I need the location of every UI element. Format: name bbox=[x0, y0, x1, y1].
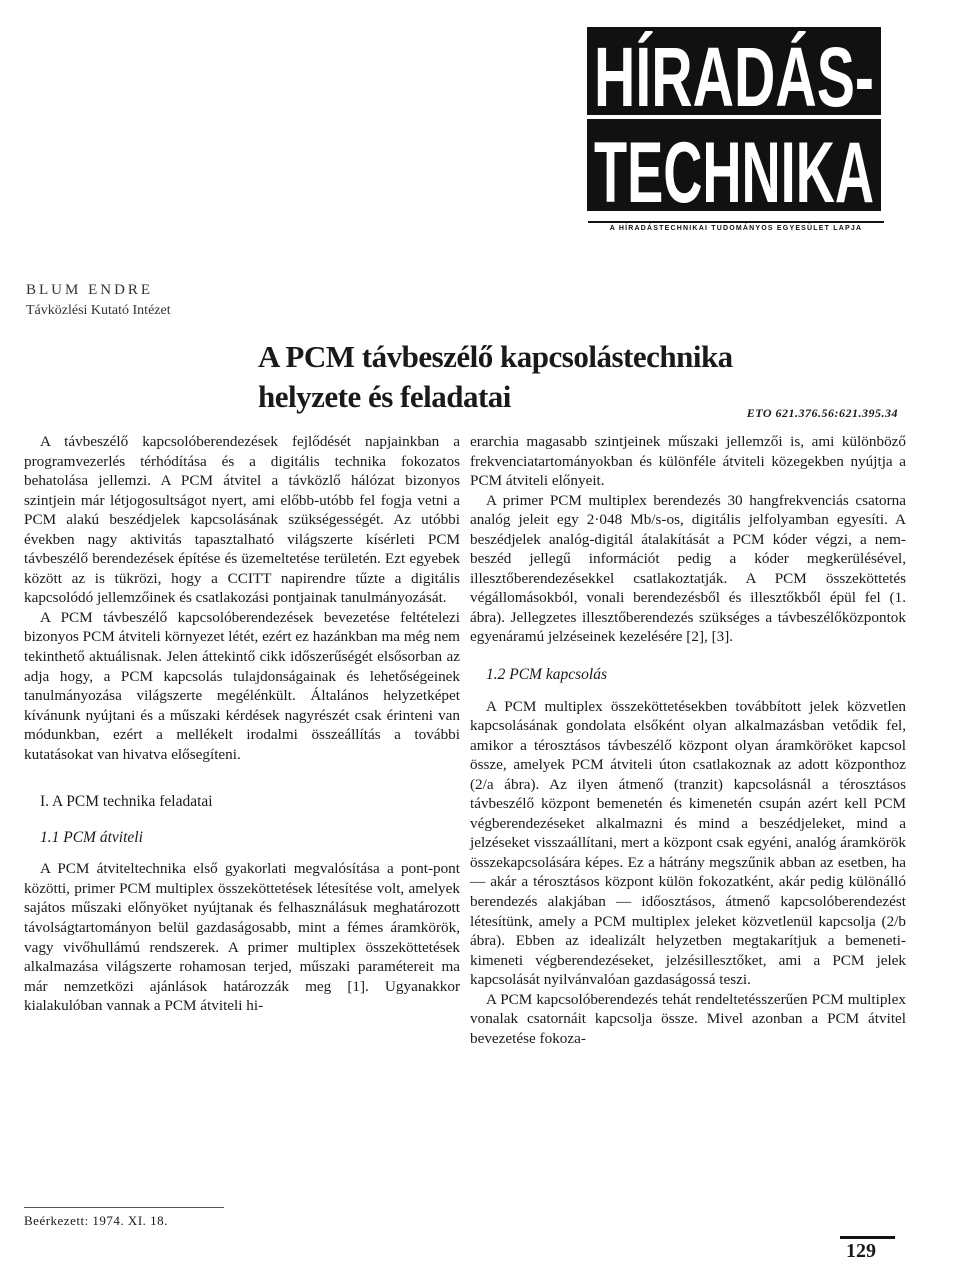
logo-line1: HÍRADÁS- bbox=[594, 30, 874, 124]
author-name: BLUM ENDRE bbox=[26, 282, 154, 298]
paragraph: A PCM kapcsolóberendezés tehát rendeltetésszerűen PCM multiplex vonalak csatornáit kapcsolja össze. Mivel azonban a PCM átvitel bevezetése fokoza- bbox=[470, 990, 906, 1047]
paragraph: A távbeszélő kapcsolóberendezések fejlődését napjainkban a programvezerlés térhódítása és a digitális technika fokozatos behatolása jellemzi. A PCM átvitel a távközlő hálózat bizonyos szintjein már létjogosultságot nyert, ami előbb-utóbb fel fogja vetni a PCM alakú beszédjelek kapcsolásának szükségességét. Az utóbbi években nagy aktivitás tapasztalható világszerte kísérleti PCM távbeszélő berendezések építése és üzemeltetése területén. Ezt egyebek között az is tükrözi, hogy a CCITT napirendre tűzte a digitális kapcsolódó jellemzőinek és csatlakozási pontjainak tanulmányozását. bbox=[24, 433, 460, 607]
logo-line2: TECHNIKA bbox=[594, 125, 874, 216]
paragraph: A PCM átviteltechnika első gyakorlati megvalósítása a pont-pont közötti, primer PCM multiplex összeköttetések létesítése volt, amelyek sajátos műszaki előnyöket nyújtanak és felhasználásuk meghatározott távolságtartományon belül gazdaságosabb, mint a fémes áramkörök, vagy vivőhullámú rendszerek. A primer multiplex összeköttetések alkalmazása világszerte rohamosan terjed, műszaki paramétereit ma már nemzetközi ajánlások határozzák meg [1]. Ugyanakkor kialakulóban vannak a PCM átviteli hi- bbox=[24, 860, 460, 1015]
left-column bbox=[24, 432, 460, 1016]
page-number-rule bbox=[840, 1236, 895, 1239]
paragraph: A PCM multiplex összeköttetésekben továbbított jelek közvetlen kapcsolásának gondolata elsőként olyan alkalmazásban vetődik fel, amikor a térosztásos távbeszélő központ olyan áramköröket kapcsol össze, amelyek PCM átviteli úton csatlakoznak az adott központhoz (2/a ábra). Az ilyen átmenő (tranzit) kapcsolásnál a térosztásos távbeszélő központ bemenetén és kimenetén csupán azért kell PCM végberendezéseket alkalmazni és mind a beszédjeleket, mind a jelzéseket visszaállítani, mert a központ csak egyéni, analóg áramkörök összekapcsolására képes. Ez a hátrány megszűnik abban az esetben, ha — akár a térosztásos központ külön fokozatként, akár pedig különálló berendezés alakjában — időosztásos, átmenő kapcsolóberendezést létesítünk, amely a PCM multiplex jeleket közvetlenül kapcsolja (2/b ábra). Ebben az idealizált helyzetben megtakarítjuk a bemeneti-kimeneti végberendezéseket, jelzésillesztőket, ami a PCM jelek kapcsolását nyilvánvalóan gazdaságossá teszi. bbox=[470, 697, 906, 989]
author-affiliation: Távközlési Kutató Intézet bbox=[26, 303, 171, 318]
paragraph: A primer PCM multiplex berendezés 30 hangfrekvenciás csatorna analóg jeleit egy 2·048 Mb/s-os, digitális jelfolyamban egyesíti. A beszédjelek analóg-digitál átalakítását a PCM kóder végzi, a nem-beszéd jellegű információt pedig a kóder megkerülésével, illesztőberendezésekkel csatlakoztatják. A PCM összeköttetés végállomásokból, vonali berendezésből és illesztőkből épül fel (1. ábra). Jellegzetes illesztőberendezés szükséges a távbeszélőközpontok egyenáramú jelzéseinek kezelésére [2], [3]. bbox=[470, 491, 906, 646]
subsection-heading: 1.1 PCM átviteli bbox=[40, 828, 143, 846]
right-column bbox=[470, 432, 906, 1048]
paragraph: A PCM távbeszélő kapcsolóberendezések bevezetése feltételezi bizonyos PCM átviteli környezet létét, ezért ez hazánkban ma még nem tekinthető aktuálisnak. Jelen áttekintő cikk időszerűségét elsősorban az adja hogy, a PCM kapcsolás tulajdonságainak és lehetőségeinek tanulmányozása világszerte megélénkült. Általános helyzetképet kívánunk nyújtani és a műszaki kérdések nagyrészét csak érinteni van módunkban, ezért a mellékelt irodalmi összeállítás a további kutatásokat van hivatva elősegíteni. bbox=[24, 608, 460, 763]
eto-classification: ETO 621.376.56:621.395.34 bbox=[746, 406, 898, 420]
section-heading: I. A PCM technika feladatai bbox=[40, 793, 213, 811]
received-date: Beérkezett: 1974. XI. 18. bbox=[24, 1213, 168, 1228]
article-title bbox=[258, 337, 898, 417]
society-subtitle: A HÍRADÁSTECHNIKAI TUDOMÁNYOS EGYESÜLET LAPJA bbox=[588, 221, 884, 235]
page-number: 129 bbox=[846, 1240, 876, 1262]
title-line-2: helyzete és feladatai bbox=[258, 379, 511, 414]
title-line-1: A PCM távbeszélő kapcsolástechnika bbox=[258, 339, 733, 374]
subsection-heading: 1.2 PCM kapcsolás bbox=[486, 666, 607, 684]
journal-logo bbox=[584, 8, 884, 216]
paragraph: erarchia magasabb szintjeinek műszaki jellemzői is, ami különböző frekvenciatartományokban és különféle átviteli közegekben nyújtja a PCM átviteli előnyeit. bbox=[470, 433, 906, 490]
